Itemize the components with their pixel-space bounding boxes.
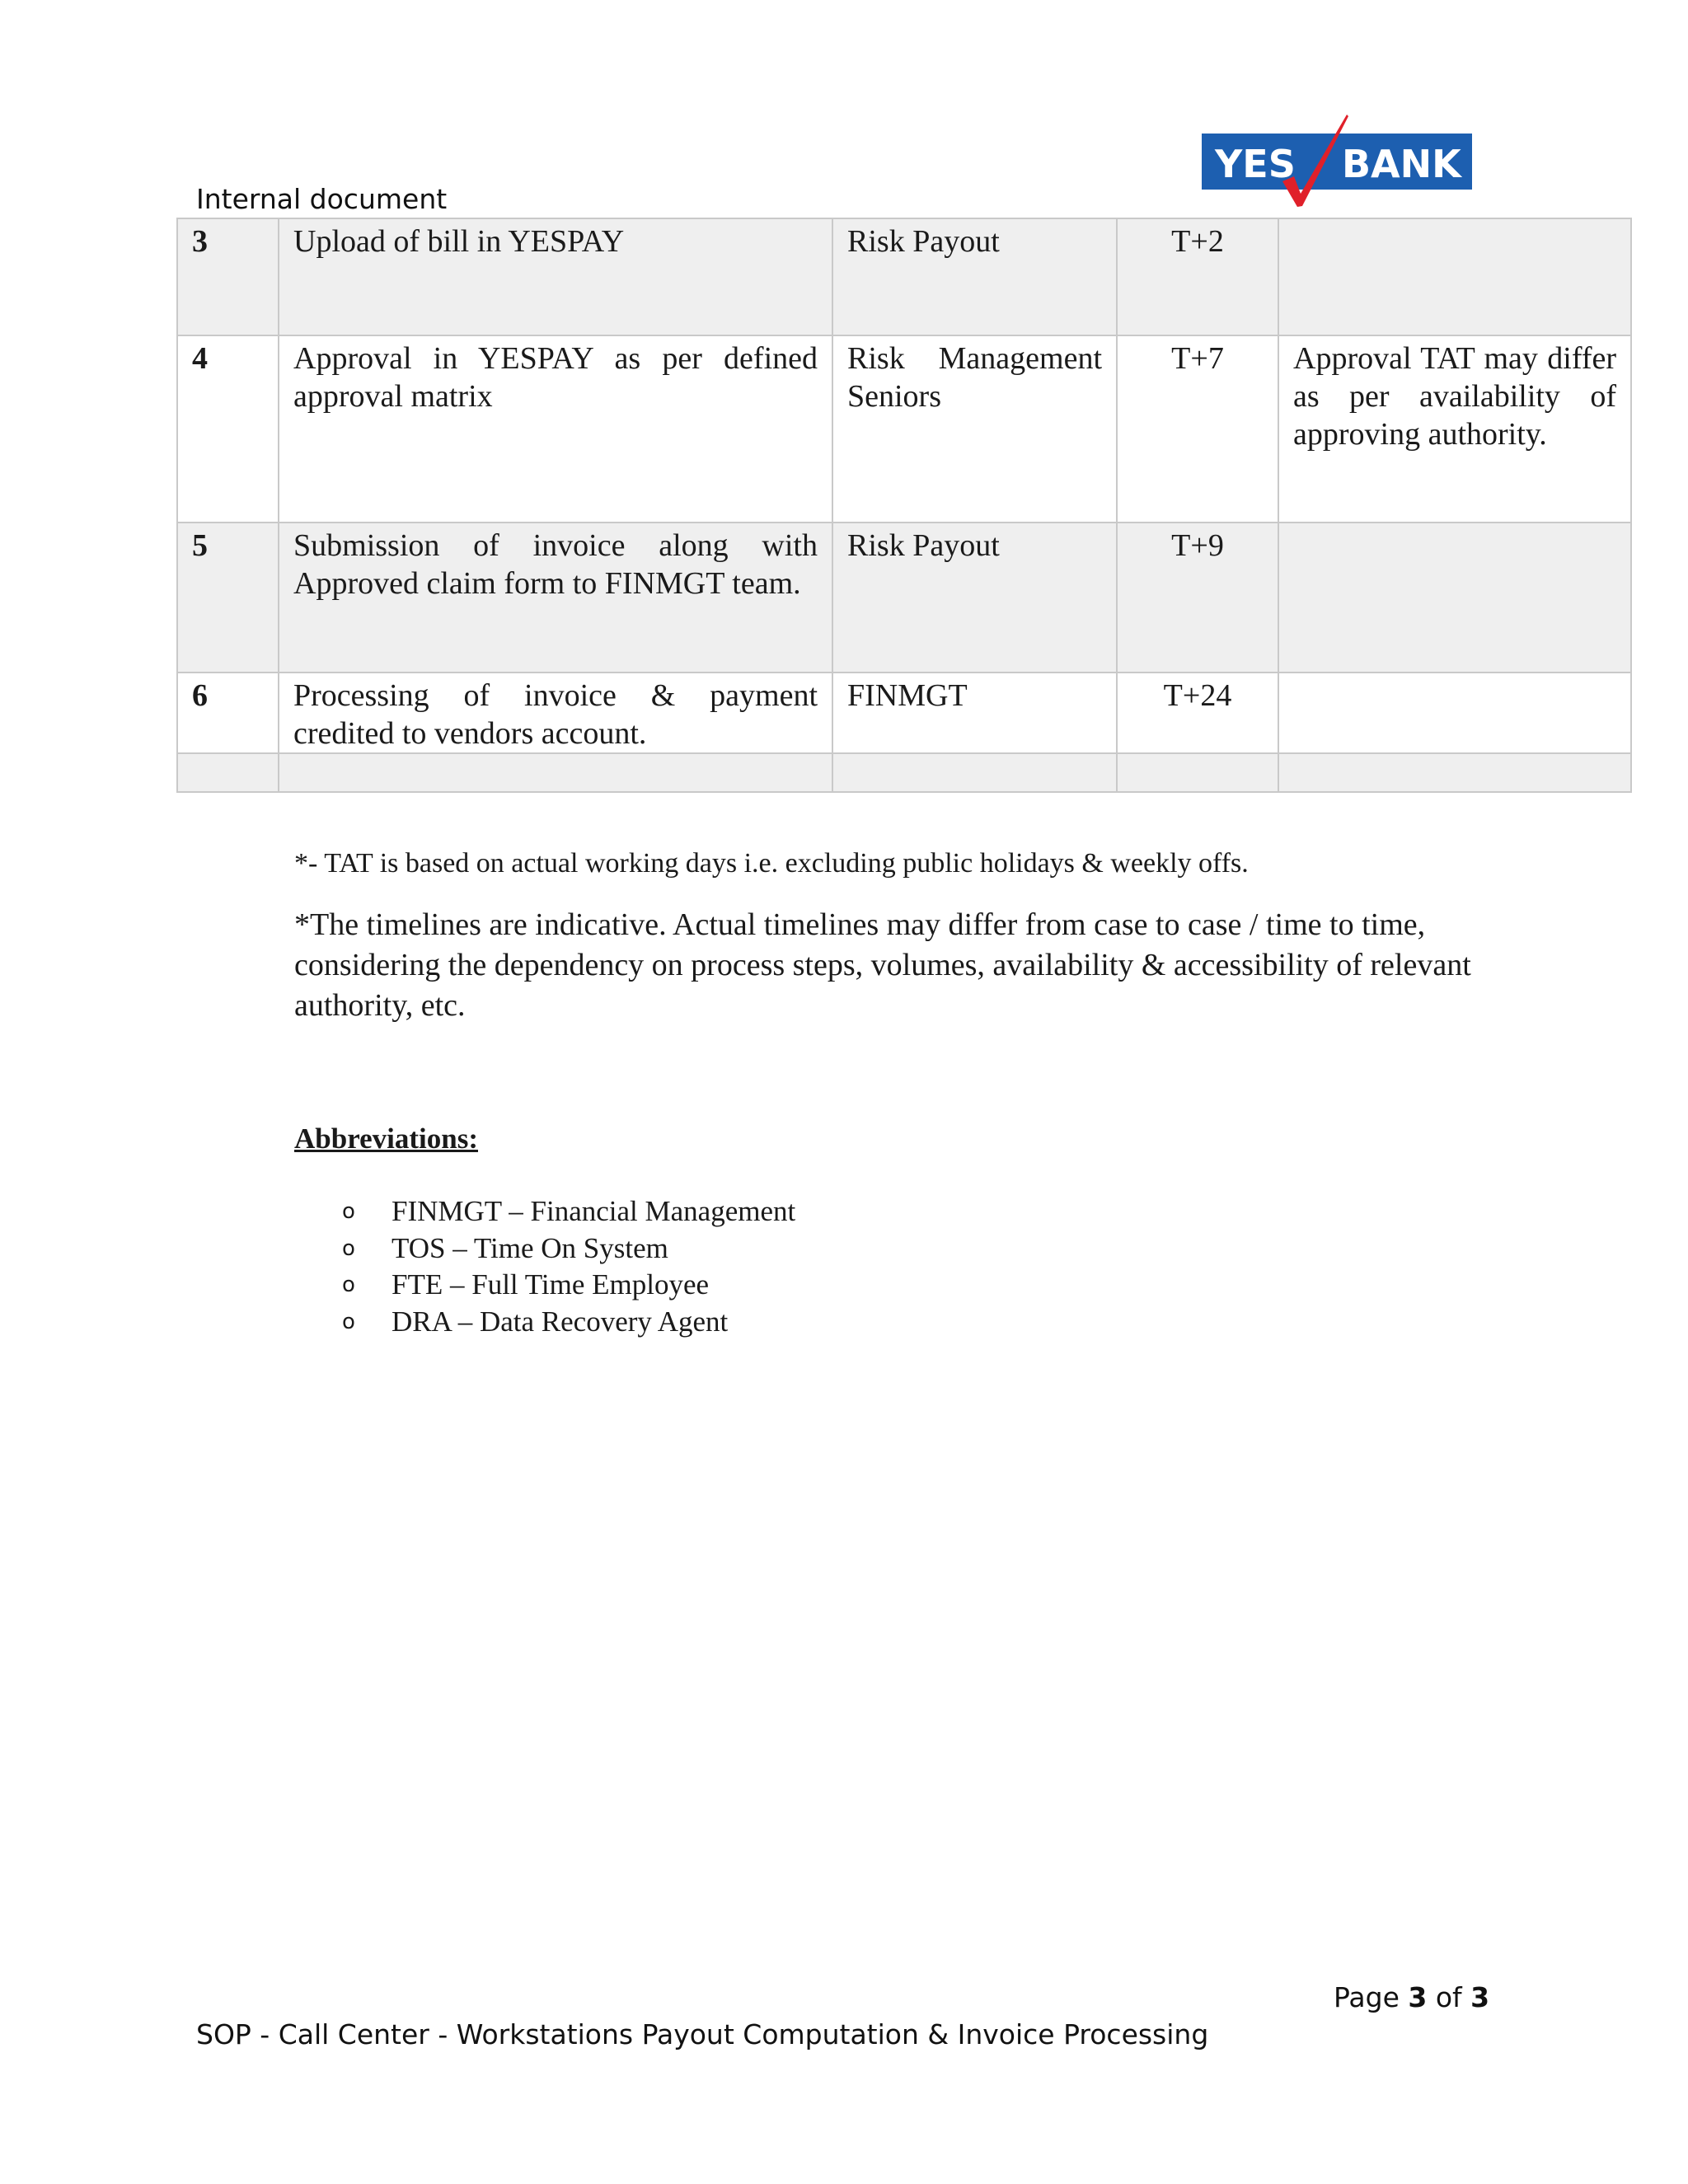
bullet-icon: o (342, 1235, 355, 1261)
table-row (177, 673, 1631, 753)
step-remarks: Approval TAT may differ as per availability of approving authority. (1278, 335, 1631, 523)
step-number: 6 (177, 673, 279, 753)
tat-note: *- TAT is based on actual working days i.e. excluding public holidays & weekly offs. (294, 848, 1249, 879)
bullet-icon: o (342, 1199, 355, 1224)
step-activity: Approval in YESPAY as per defined approval matrix (279, 335, 832, 523)
table-row (177, 523, 1631, 673)
bullet-icon: o (342, 1309, 355, 1334)
svg-text:BANK: BANK (1342, 142, 1461, 186)
abbreviations-heading: Abbreviations: (294, 1122, 478, 1155)
svg-text:YES: YES (1215, 142, 1296, 186)
list-item: o TOS – Time On System (294, 1230, 795, 1268)
step-remarks (1278, 218, 1631, 335)
step-activity: Processing of invoice & payment credited to vendors account. (279, 673, 832, 753)
list-item: o FTE – Full Time Employee (294, 1267, 795, 1304)
page-number: Page 3 of 3 (1334, 1981, 1490, 2013)
list-item: o FINMGT – Financial Management (294, 1193, 795, 1230)
step-tat: T+24 (1117, 673, 1278, 753)
step-remarks (1278, 673, 1631, 753)
step-number: 3 (177, 218, 279, 335)
process-steps-table (176, 218, 1632, 793)
step-tat: T+7 (1117, 335, 1278, 523)
step-owner: Risk Payout (832, 218, 1117, 335)
step-number: 5 (177, 523, 279, 673)
table-row (177, 335, 1631, 523)
timeline-note: *The timelines are indicative. Actual timelines may differ from case to case / time to time, considering the dependency on process steps, volumes, availability & accessibility of relevant authority, etc. (294, 907, 1471, 1023)
step-activity: Upload of bill in YESPAY (279, 218, 832, 335)
step-remarks (1278, 523, 1631, 673)
step-owner: Risk Payout (832, 523, 1117, 673)
table-row (177, 218, 1631, 335)
step-number: 4 (177, 335, 279, 523)
list-item: o DRA – Data Recovery Agent (294, 1304, 795, 1341)
yes-bank-logo (1202, 111, 1472, 210)
step-activity: Submission of invoice along with Approved claim form to FINMGT team. (279, 523, 832, 673)
step-owner: FINMGT (832, 673, 1117, 753)
step-tat: T+9 (1117, 523, 1278, 673)
abbreviations-list (294, 1193, 795, 1340)
step-owner: Risk Management Seniors (832, 335, 1117, 523)
footer-document-title: SOP - Call Center - Workstations Payout Computation & Invoice Processing (196, 2018, 1209, 2050)
bullet-icon: o (342, 1272, 355, 1297)
table-row-empty (177, 753, 1631, 792)
step-tat: T+2 (1117, 218, 1278, 335)
internal-document-label: Internal document (196, 183, 448, 215)
